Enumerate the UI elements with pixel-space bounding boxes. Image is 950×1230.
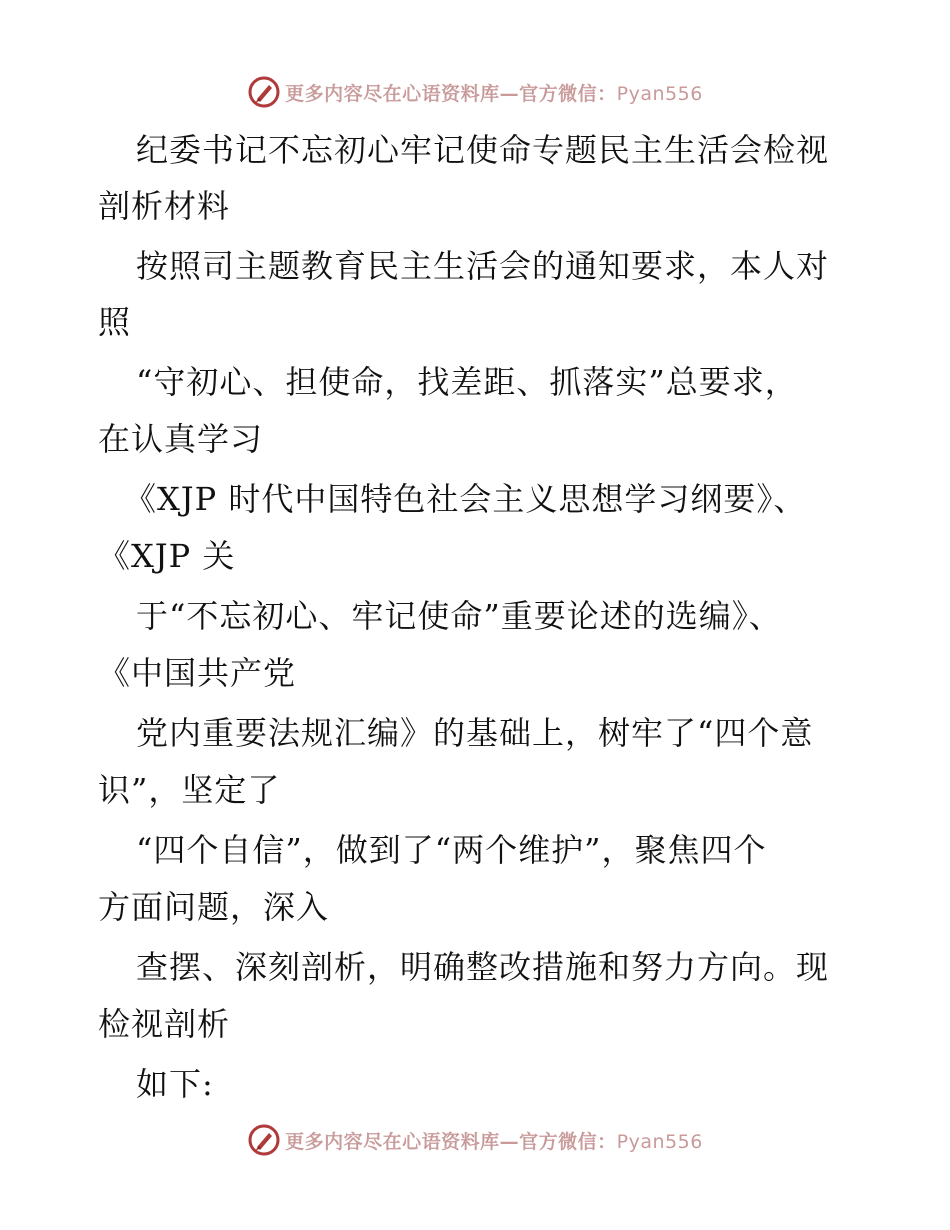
doc-paragraph-line: 《XJP 时代中国特色社会主义思想学习纲要》、: [124, 480, 807, 518]
doc-paragraph-line: “守初心、担使命，找差距、抓落实”总要求，: [136, 363, 798, 401]
doc-paragraph-line: 检视剖析: [98, 1005, 231, 1043]
doc-paragraph-line: 党内重要法规汇编》的基础上，树牢了“四个意: [136, 714, 814, 752]
pen-logo-icon: [247, 1123, 281, 1157]
doc-paragraph-line: 《中国共产党: [98, 654, 297, 692]
pen-logo-icon: [247, 75, 281, 109]
doc-paragraph-line: 在认真学习: [98, 420, 264, 458]
doc-paragraph-line: “四个自信”，做到了“两个维护”，聚焦四个: [136, 831, 767, 869]
doc-paragraph-line: 于“不忘初心、牢记使命”重要论述的选编》、: [136, 597, 782, 635]
doc-paragraph-line: 照: [98, 303, 132, 341]
doc-paragraph-line: 方面问题，深入: [98, 888, 330, 926]
doc-title-line-1: 纪委书记不忘初心牢记使命专题民主生活会检视: [136, 131, 830, 169]
watermark-text: 更多内容尽在心语资料库—官方微信：Pyan556: [285, 82, 703, 105]
doc-paragraph-line: 如下:: [136, 1065, 214, 1103]
doc-paragraph-line: 查摆、深刻剖析，明确整改措施和努力方向。现: [136, 948, 830, 986]
watermark-text: 更多内容尽在心语资料库—官方微信：Pyan556: [285, 1130, 703, 1153]
footer-watermark: [0, 1120, 950, 1160]
doc-paragraph-line: 按照司主题教育民主生活会的通知要求，本人对: [136, 247, 830, 285]
doc-paragraph-line: 《XJP 关: [98, 537, 236, 575]
doc-title-line-2: 剖析材料: [98, 187, 231, 225]
doc-paragraph-line: 识”，坚定了: [98, 771, 281, 809]
header-watermark: [0, 72, 950, 112]
